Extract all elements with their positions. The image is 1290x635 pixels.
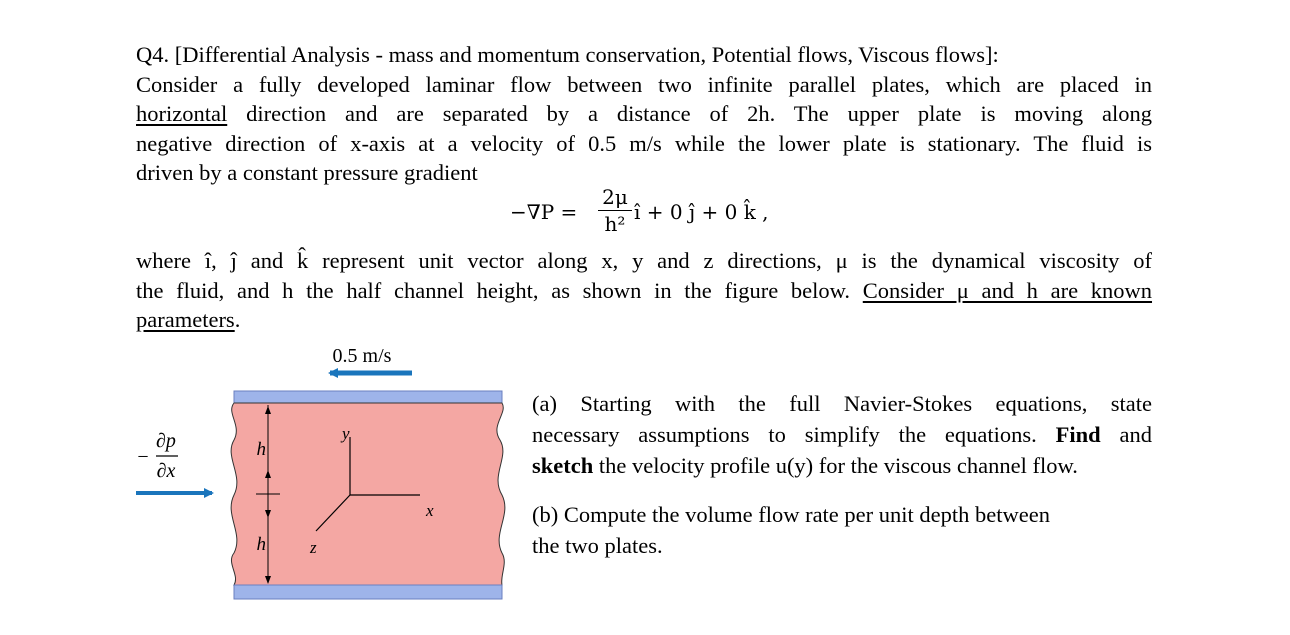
statement-line: [136, 99, 1152, 129]
equation-numerator: 2μ: [602, 185, 628, 209]
channel-diagram: [130, 335, 520, 615]
part-b-line: (b) Compute the volume flow rate per unit depth between: [532, 502, 1050, 527]
underlined-text: Consider μ and h are known: [862, 277, 1153, 303]
part-a-text: and: [1119, 422, 1152, 447]
part-a-line: [532, 450, 1152, 481]
h-label-top: h: [256, 439, 266, 460]
pressure-grad-numerator: ∂p: [156, 430, 176, 452]
part-a-text: necessary assumptions to simplify the equations.: [532, 422, 1037, 447]
definitions-paragraph: [136, 246, 1152, 335]
equation-lhs: −∇P =: [510, 200, 578, 224]
statement-text: the fluid, and h the half channel height, as shown in the figure below.: [136, 277, 851, 303]
part-b-line: the two plates.: [532, 533, 663, 558]
channel-flow-figure: [130, 335, 520, 615]
statement-line: [136, 305, 1152, 335]
statement-line: Consider a fully developed laminar flow between two infinite parallel plates, which are placed in: [136, 71, 1152, 97]
statement-line: negative direction of x-axis at a velocity of 0.5 m/s while the lower plate is stationary. The fluid is: [136, 130, 1152, 156]
equation-fraction: [598, 184, 632, 237]
velocity-label: 0.5 m/s: [332, 345, 392, 367]
y-axis-label: y: [342, 424, 350, 443]
equation-denominator: h²: [604, 212, 626, 236]
underlined-text: parameters: [136, 307, 235, 332]
equation-rhs: î + 0 ĵ + 0 k̂ ,: [634, 200, 769, 224]
statement-text: direction and are separated by a distance of 2h. The upper plate is moving along: [246, 101, 1153, 126]
pressure-grad-denominator: ∂x: [156, 460, 176, 482]
statement-line: driven by a constant pressure gradient: [136, 160, 478, 185]
upper-plate: [234, 391, 502, 403]
part-a-text: the velocity profile u(y) for the viscous channel flow.: [598, 453, 1078, 478]
lower-plate: [234, 585, 502, 599]
question-header: Q4. [Differential Analysis - mass and momentum conservation, Potential flows, Viscous flows]:: [136, 42, 999, 67]
bold-keyword: sketch: [532, 453, 594, 478]
statement-line: [136, 276, 1152, 306]
bold-keyword: Find: [1055, 422, 1101, 447]
statement-line: where î, ĵ and k̂ represent unit vector along x, y and z directions, μ is the dynamical viscosity of: [136, 248, 1152, 273]
part-a-line: [532, 419, 1152, 450]
h-label-bottom: h: [256, 534, 266, 555]
statement-text: .: [234, 307, 241, 332]
part-a: [532, 388, 1152, 481]
part-a-line: (a) Starting with the full Navier-Stokes equations, state: [532, 391, 1152, 416]
pressure-gradient-equation: [510, 184, 810, 244]
z-axis-label: z: [310, 538, 317, 557]
underlined-text: horizontal: [136, 101, 228, 126]
problem-statement: [136, 40, 1152, 188]
part-b: [532, 499, 1152, 561]
x-axis-label: x: [426, 501, 434, 520]
pressure-grad-sign: −: [137, 446, 149, 468]
